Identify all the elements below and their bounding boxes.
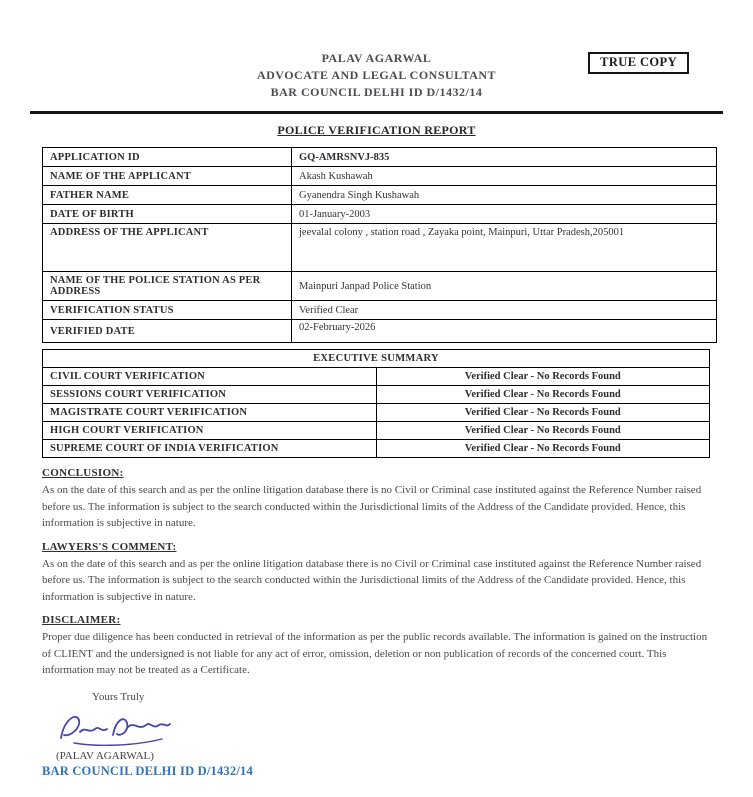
- detail-label: VERIFIED DATE: [43, 320, 292, 343]
- summary-label: SUPREME COURT OF INDIA VERIFICATION: [43, 440, 377, 458]
- page-title: POLICE VERIFICATION REPORT: [277, 123, 476, 137]
- detail-value: Gyanendra Singh Kushawah: [292, 186, 717, 205]
- detail-label: VERIFICATION STATUS: [43, 301, 292, 320]
- yours-truly-text: Yours Truly: [92, 690, 145, 703]
- conclusion-heading: CONCLUSION:: [42, 467, 124, 479]
- detail-value: jeevalal colony , station road , Zayaka point, Mainpuri, Uttar Pradesh,205001: [292, 224, 717, 272]
- summary-value: Verified Clear - No Records Found: [376, 368, 710, 386]
- detail-label: NAME OF THE APPLICANT: [43, 167, 292, 186]
- summary-value: Verified Clear - No Records Found: [376, 404, 710, 422]
- table-row: [43, 148, 717, 167]
- lawyers-comment-heading: LAWYERS'S COMMENT:: [42, 540, 177, 553]
- detail-label: APPLICATION ID: [43, 148, 292, 167]
- conclusion-paragraph: As on the date of this search and as per the online litigation database there is no Civil or Criminal case instituted against the Reference Number raised before us. The information is subject to the search conducted within the Jurisdictional limits of the Address of the Candidate provided. Hence, this information is subjective in nature.: [42, 484, 702, 529]
- detail-label: NAME OF THE POLICE STATION AS PER ADDRESS: [43, 272, 292, 301]
- applicant-details-table: [42, 147, 717, 343]
- table-row: [43, 301, 717, 320]
- detail-value: Verified Clear: [292, 301, 717, 320]
- table-row: [43, 404, 710, 422]
- table-row: [43, 205, 717, 224]
- letterhead-name: PALAV AGARWAL: [321, 51, 432, 65]
- summary-label: CIVIL COURT VERIFICATION: [43, 368, 377, 386]
- table-row: [43, 440, 710, 458]
- disclaimer-heading: DISCLAIMER:: [42, 614, 121, 626]
- table-row: [43, 186, 717, 205]
- table-row: [43, 224, 717, 272]
- disclaimer-paragraph: Proper due diligence has been conducted in retrieval of the information as per the public records available. The information is gained on the instruction of CLIENT and the undersigned is not liable for any act of error, omission, deletion or non publication of records of the concerned court. This information may not be treated as a Certificate.: [42, 631, 708, 676]
- table-row: [43, 320, 717, 343]
- executive-summary-table: [42, 349, 710, 458]
- lawyers-comment-paragraph: As on the date of this search and as per the online litigation database there is no Civil or Criminal case instituted against the Reference Number raised before us. The information is subject to the search conducted within the Jurisdictional limits of the Address of the Candidate provided. Hence, this information is subjective in nature.: [42, 557, 702, 603]
- summary-label: MAGISTRATE COURT VERIFICATION: [43, 404, 377, 422]
- signer-name: (PALAV AGARWAL): [56, 749, 154, 762]
- table-row: [43, 386, 710, 404]
- table-row: [43, 272, 717, 301]
- signature-image: [56, 708, 174, 748]
- summary-value: Verified Clear - No Records Found: [376, 422, 710, 440]
- true-copy-stamp: TRUE COPY: [588, 52, 689, 74]
- detail-value: 02-February-2026: [292, 320, 717, 343]
- detail-value: GQ-AMRSNVJ-835: [292, 148, 717, 167]
- detail-label: ADDRESS OF THE APPLICANT: [43, 224, 292, 272]
- letterhead-designation: ADVOCATE AND LEGAL CONSULTANT: [256, 68, 497, 82]
- bar-council-id-line: BAR COUNCIL DELHI ID D/1432/14: [42, 763, 253, 778]
- detail-label: FATHER NAME: [43, 186, 292, 205]
- summary-value: Verified Clear - No Records Found: [376, 440, 710, 458]
- table-row: [43, 350, 710, 368]
- summary-label: SESSIONS COURT VERIFICATION: [43, 386, 377, 404]
- letterhead-bar-id: BAR COUNCIL DELHI ID D/1432/14: [270, 85, 483, 99]
- detail-value: Akash Kushawah: [292, 167, 717, 186]
- detail-value: Mainpuri Janpad Police Station: [292, 272, 717, 301]
- summary-label: HIGH COURT VERIFICATION: [43, 422, 377, 440]
- executive-summary-title: EXECUTIVE SUMMARY: [43, 350, 710, 368]
- table-row: [43, 167, 717, 186]
- header-divider: [30, 111, 723, 114]
- detail-value: 01-January-2003: [292, 205, 717, 224]
- summary-value: Verified Clear - No Records Found: [376, 386, 710, 404]
- table-row: [43, 368, 710, 386]
- detail-label: DATE OF BIRTH: [43, 205, 292, 224]
- table-row: [43, 422, 710, 440]
